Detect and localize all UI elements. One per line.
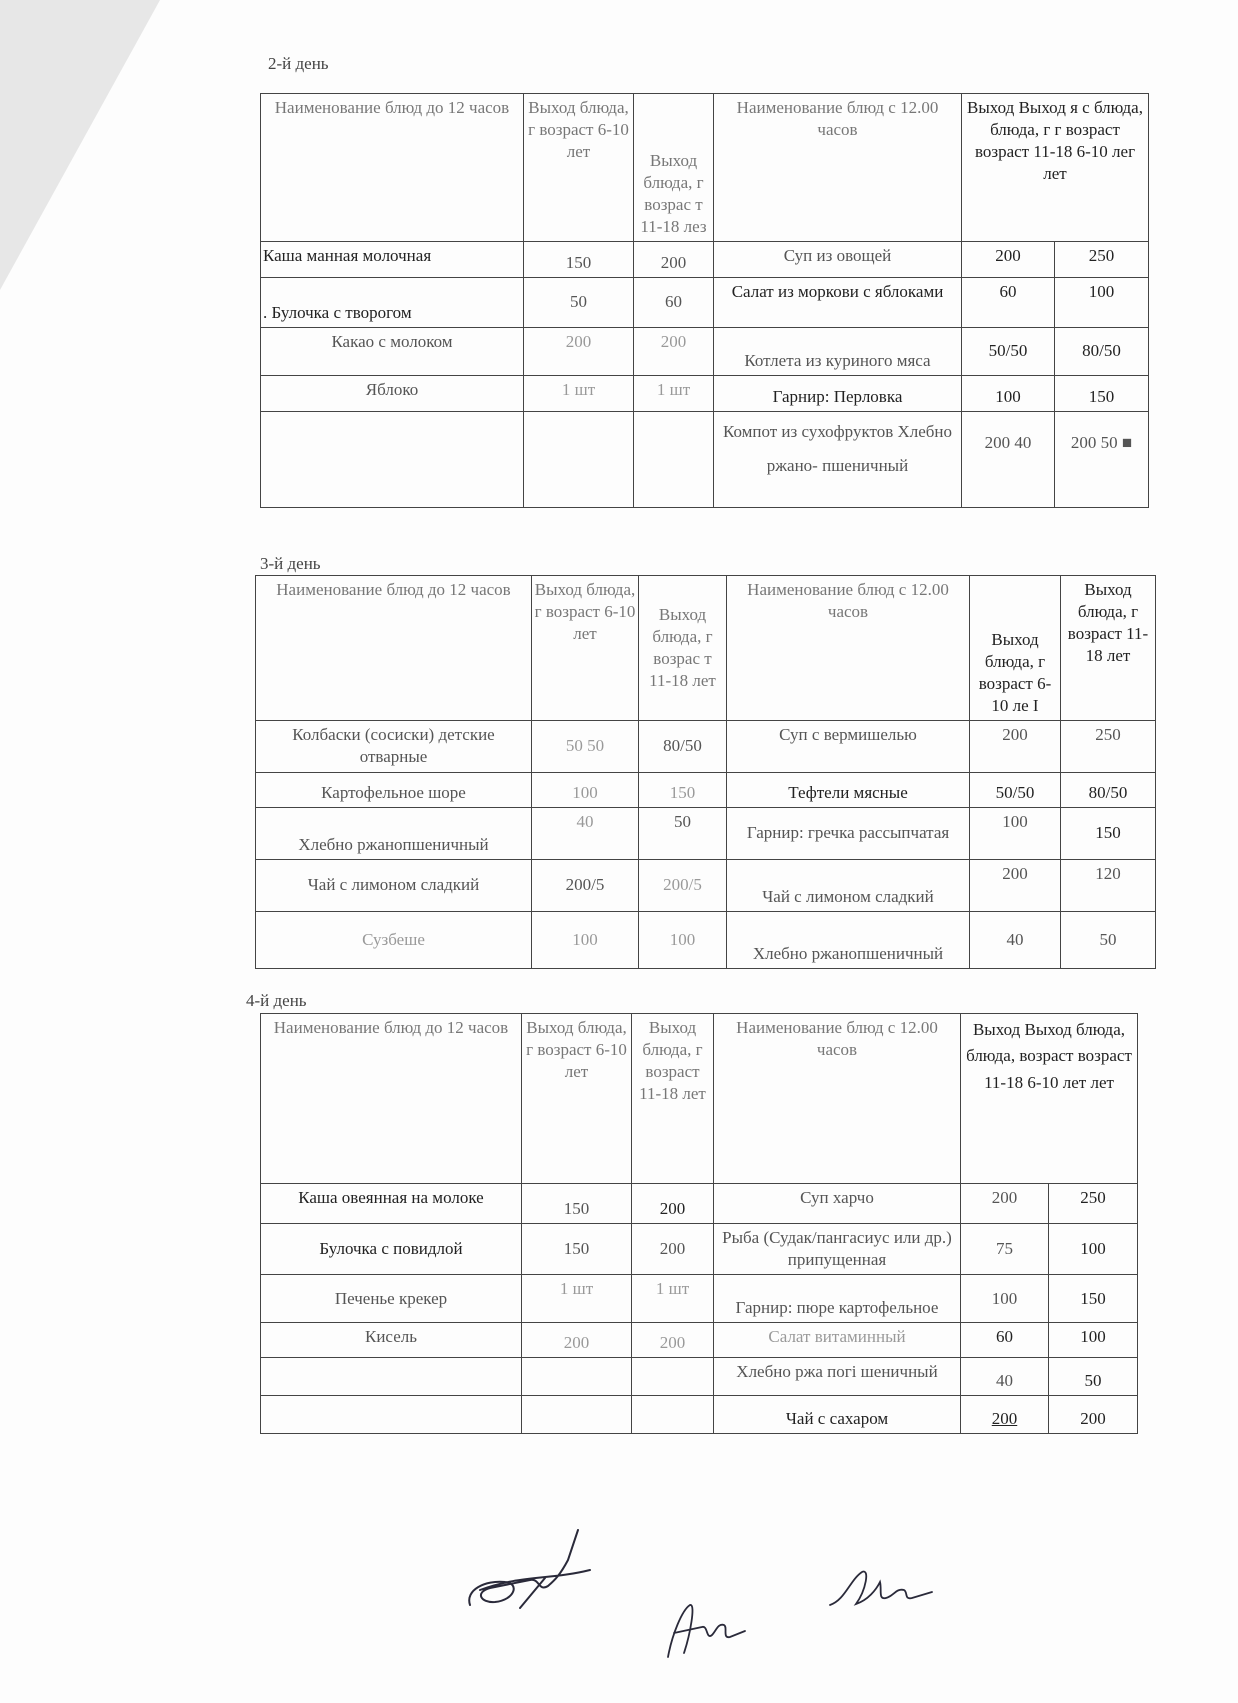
day3-row5-b-old: 100 [639,912,727,969]
day3-row2-lunch: Тефтели мясные [727,773,970,808]
day2-row3-lunch: Котлета из куриного мяса [714,328,962,376]
day2-title: 2-й день [268,54,329,73]
day2-row1-l-young: 200 [962,242,1055,278]
day3-row1-b-young: 50 50 [532,721,639,773]
day2-row4-b-young: 1 шт [524,376,634,412]
day2-row5-l-old: 200 50 ■ [1055,412,1149,508]
day4-row3-l-old: 150 [1049,1275,1138,1323]
signature-1-icon [460,1520,600,1630]
table-row [261,1184,1138,1224]
day3-row1-breakfast: Колбаски (сосиски) детские отварные [256,721,532,773]
day2-menu-table [260,93,1149,242]
day3-header-breakfast-old: Выход блюда, г возрас т 11-18 лет [639,576,727,721]
day4-title: 4-й день [246,991,307,1010]
day4-row1-lunch: Суп харчо [714,1184,961,1224]
day3-menu-table [255,575,1156,969]
day4-row5-b-young [522,1358,632,1396]
day3-header-lunch-young: Выход блюда, г возраст 6-10 ле I [970,576,1061,721]
day3-row4-lunch: Чай с лимоном сладкий [727,860,970,912]
day4-row5-b-old [632,1358,714,1396]
day2-row1-b-old: 200 [634,242,714,278]
day3-row3-b-young: 40 [532,808,639,860]
day2-header-breakfast-young: Выход блюда, г возраст 6-10 лет [524,94,634,242]
day4-row6-l-old: 200 [1049,1396,1138,1434]
day4-row1-l-young: 200 [961,1184,1049,1224]
day2-row3-l-old: 80/50 [1055,328,1149,376]
day4-row1-b-old: 200 [632,1184,714,1224]
day3-row3-breakfast: Хлебно ржанопшеничный [256,808,532,860]
table-row [261,328,1149,376]
day4-row2-b-young: 150 [522,1224,632,1275]
day2-header-lunch-name: Наименование блюд с 12.00 часов [714,94,962,242]
day3-title: 3-й день [260,554,321,573]
day4-row6-b-old [632,1396,714,1434]
day4-row3-b-old: 1 шт [632,1275,714,1323]
day3-row2-l-young: 50/50 [970,773,1061,808]
day3-header-breakfast-name: Наименование блюд до 12 часов [256,576,532,721]
day2-row4-b-old: 1 шт [634,376,714,412]
day3-row2-l-old: 80/50 [1061,773,1156,808]
day4-header-lunch-name: Наименование блюд с 12.00 часов [714,1014,961,1184]
day4-row4-l-young: 60 [961,1323,1049,1358]
table-row [261,1224,1138,1275]
day3-row5-l-old: 50 [1061,912,1156,969]
day2-row2-lunch: Салат из моркови с яблоками [714,278,962,328]
day3-row4-b-young: 200/5 [532,860,639,912]
day2-row2-b-old: 60 [634,278,714,328]
day2-row4-breakfast: Яблоко [261,376,524,412]
day3-header-lunch-old: Выход блюда, г возраст 11-18 лет [1061,576,1156,721]
table-row [256,808,1156,860]
day3-row4-l-young: 200 [970,860,1061,912]
day2-row1-b-young: 150 [524,242,634,278]
day3-row2-breakfast: Картофельное шоре [256,773,532,808]
day4-header-breakfast-young: Выход блюда, г возраст 6-10 лет [522,1014,632,1184]
table-row [261,1396,1138,1434]
day4-row5-lunch: Хлебно ржа пoгi шеничный [714,1358,961,1396]
day4-row6-lunch: Чай с сахаром [714,1396,961,1434]
day2-row1-breakfast: Каша манная молочная [261,242,524,278]
day3-row4-l-old: 120 [1061,860,1156,912]
day2-row5-b-old [634,412,714,508]
day4-row5-l-young: 40 [961,1358,1049,1396]
day2-row3-breakfast: Какао с молоком [261,328,524,376]
day3-row3-b-old: 50 [639,808,727,860]
day4-header-lunch-yields: Выход Выход блюда, блюда, возраст возраст 11-18 6-10 лет лет [961,1014,1138,1184]
day3-header-lunch-name: Наименование блюд с 12.00 часов [727,576,970,721]
day2-row2-l-old: 100 [1055,278,1149,328]
day4-row3-l-young: 100 [961,1275,1049,1323]
signature-3-icon [820,1560,940,1620]
table-row [261,376,1149,412]
day2-row2-b-young: 50 [524,278,634,328]
day3-row4-b-old: 200/5 [639,860,727,912]
day4-row2-l-young: 75 [961,1224,1049,1275]
day2-menu-rows [260,241,1149,508]
day2-row2-l-young: 60 [962,278,1055,328]
day4-row1-l-old: 250 [1049,1184,1138,1224]
day3-row5-l-young: 40 [970,912,1061,969]
day2-row5-l-young: 200 40 [962,412,1055,508]
day2-row5-lunch: Компот из сухофруктов Хлебно ржано- пшеничный [714,412,962,508]
day4-row6-breakfast [261,1396,522,1434]
day4-row1-b-young: 150 [522,1184,632,1224]
signature-2-icon [660,1595,750,1665]
table-row [261,1358,1138,1396]
day2-row3-b-young: 200 [524,328,634,376]
day3-row5-lunch: Хлебно ржанопшеничный [727,912,970,969]
day3-row2-b-old: 150 [639,773,727,808]
table-row [261,412,1149,508]
day4-row4-lunch: Салат витаминный [714,1323,961,1358]
day4-row3-breakfast: Печенье крекер [261,1275,522,1323]
day2-row4-lunch: Гарнир: Перловка [714,376,962,412]
day3-row3-l-young: 100 [970,808,1061,860]
day4-row2-l-old: 100 [1049,1224,1138,1275]
table-row [261,242,1149,278]
day4-row5-l-old: 50 [1049,1358,1138,1396]
day3-header-breakfast-young: Выход блюда, г возраст 6-10 лет [532,576,639,721]
day3-row3-lunch: Гарнир: гречка рассыпчатая [727,808,970,860]
day2-row5-b-young [524,412,634,508]
day4-row6-l-young: 200 [961,1396,1049,1434]
table-row [261,1323,1138,1358]
day3-row5-b-young: 100 [532,912,639,969]
day2-row1-lunch: Суп из овощей [714,242,962,278]
day3-row2-b-young: 100 [532,773,639,808]
day4-row5-breakfast [261,1358,522,1396]
day4-row3-lunch: Гарнир: пюре картофельное [714,1275,961,1323]
table-row [261,278,1149,328]
table-row [256,860,1156,912]
day3-row1-lunch: Суп с вермишелью [727,721,970,773]
table-row [256,721,1156,773]
table-row [256,773,1156,808]
day2-header-lunch-yields: Выход Выход я с блюда, блюда, г г возраст возраст 11-18 6-10 лег лет [962,94,1149,242]
page-corner-fold [0,0,160,290]
day3-row1-b-old: 80/50 [639,721,727,773]
day2-row4-l-old: 150 [1055,376,1149,412]
day3-row1-l-young: 200 [970,721,1061,773]
day2-header-breakfast-name: Наименование блюд до 12 часов [261,94,524,242]
table-row [256,912,1156,969]
day3-row3-l-old: 150 [1061,808,1156,860]
day4-row6-b-young [522,1396,632,1434]
day2-row2-breakfast: . Булочка с творогом [261,278,524,328]
day4-row3-b-young: 1 шт [522,1275,632,1323]
day4-row4-l-old: 100 [1049,1323,1138,1358]
day4-menu-table [260,1013,1138,1184]
day4-row2-b-old: 200 [632,1224,714,1275]
day4-header-breakfast-name: Наименование блюд до 12 часов [261,1014,522,1184]
day2-row4-l-young: 100 [962,376,1055,412]
day3-row1-l-old: 250 [1061,721,1156,773]
day4-row4-b-old: 200 [632,1323,714,1358]
day4-row2-breakfast: Булочка с повидлой [261,1224,522,1275]
day2-row1-l-old: 250 [1055,242,1149,278]
day4-row4-breakfast: Кисель [261,1323,522,1358]
day3-row5-breakfast: Сузбеше [256,912,532,969]
day2-row5-breakfast [261,412,524,508]
day3-row4-breakfast: Чай с лимоном сладкий [256,860,532,912]
day2-row3-l-young: 50/50 [962,328,1055,376]
day2-row3-b-old: 200 [634,328,714,376]
day2-header-breakfast-old: Выход блюда, г возрас т 11-18 лез [634,94,714,242]
day4-row4-b-young: 200 [522,1323,632,1358]
day4-header-breakfast-old: Выход блюда, г возраст 11-18 лет [632,1014,714,1184]
day4-row1-breakfast: Каша овеянная на молоке [261,1184,522,1224]
day4-menu-rows [260,1183,1138,1434]
table-row [261,1275,1138,1323]
day4-row2-lunch: Рыба (Судак/пангасиус или др.) припущенная [714,1224,961,1275]
